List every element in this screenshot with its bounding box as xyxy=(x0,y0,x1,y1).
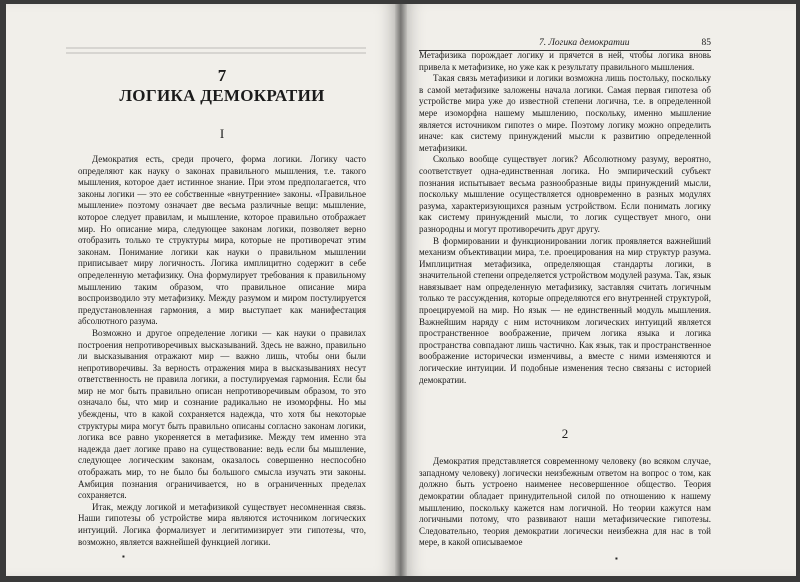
open-book xyxy=(6,0,796,580)
book-gutter xyxy=(395,4,407,576)
paragraph: Демократия представляется современному человеку (во всяком случае, западному человеку) логически неизбежным ответом на вопрос о том, как должно быть устроено наименее несовершенное общество. Теория демократии обладает принудительной силой по отношению к нашему мышлению, поскольку кажется нам логичной. Но теории кажутся нам логичными потому, что развивают наши метафизические гипотезы. Следовательно, теория демократии логически неизбежна для нас в той мере, в какой описываемое xyxy=(419,456,711,548)
chapter-title: ЛОГИКА ДЕМОКРАТИИ xyxy=(119,86,325,105)
ink-mark: ▪ xyxy=(615,554,618,563)
right-page xyxy=(401,4,796,576)
paragraph: Метафизика порождает логику и прячется в ней, чтобы логика вновь привела к метафизике, но уже как к результату правильного мышления. xyxy=(419,50,711,72)
page-number: 85 xyxy=(701,38,711,48)
paragraph: В формировании и функционировании логик проявляется важнейший механизм объективации мира, т.е. проецирования на мир структур разума. Имплицитная метафизика, определяющая стандарты логики, в значительной степени определяется устройством модулей разума. Так, язык навязывает нам определенную метафизику, заставляя считать логичным только те рассуждения, которые определяются его внутренней структурой, проецируемой на мир. Но язык — не единственный модуль мышления. Важнейшим наряду с ним источником логических интуиций является пространственное воображение, причем логика языка и логика пространства совпадают лишь частично. Как язык, так и пространственное воображение исторически изменчивы, а вместе с ними изменяются и логические интуиции. И подобные изменения тесно связаны с историей демократии. xyxy=(419,235,711,385)
running-head-title: 7. Логика демократии xyxy=(539,38,630,48)
left-page xyxy=(6,4,401,576)
paragraph: Возможно и другое определение логики — как науки о правилах построения непротиворечивых высказываний. Здесь не важно, правильно ли высказывания отражают мир — важно лишь, чтобы они были непротиворечивы. За верность отражения мира в высказываниях несут ответственность не правила логики, а постулируемая гармония. Если бы мир не мог быть правильно описан непротиворечивым образом, то это означало бы, что мир и сознание радикально не изоморфны. Но мы убеждены, что в какой сохраняется надежда, что хотя бы некоторые структуры мира могут быть правильно описаны согласно законам логики, логика все равно укореняется в метафизике. Между тем именно эта надежда дает логике право на существование: ведь если бы мышление, следующее логическим законам, оказалось совершенно неспособно отображать мир, то не было бы большого смысла изучать эти законы. Амбиция познания ограничивается, но в ограниченных пределах сохраняется. xyxy=(78,327,366,501)
right-page-content xyxy=(419,50,711,549)
paragraph: Итак, между логикой и метафизикой существует несомненная связь. Наши гипотезы об устройстве мира являются источником логических интуиций. Логика формализует и легитимизирует эти гипотезы, что, возможно, является важнейшей функцией логики. xyxy=(78,501,366,547)
section-number: I xyxy=(219,126,225,141)
chapter-number: 7 xyxy=(217,66,227,85)
section-number: 2 xyxy=(561,426,569,442)
ink-mark: ▪ xyxy=(122,552,125,561)
paragraph: Сколько вообще существует логик? Абсолютному разуму, вероятно, соответствует одна-единственная логика. Но эмпирический субъект познания испытывает весьма разнообразные виды принуждений мысли, поскольку мышление осуществляется одновременно в разных модулях разума, характеризующихся разным устройством. Если понимать логику как систему принуждений мысли, то логик существует много, они разнородны и могут противоречить друг другу. xyxy=(419,154,711,234)
paragraph: Такая связь метафизики и логики возможна лишь постольку, поскольку в самой метафизике заложены начала логики. Самая первая гипотеза об устройстве мира уже до известной степени логична, т.е. в определенной мере изоморфна нашему мышлению, поскольку, именно мышление является источником гипотез о мире. Поэтому логику можно определить иначе: как систему принуждений мысли к развитию определенной метафизики. xyxy=(419,73,711,153)
left-page-content xyxy=(78,66,366,548)
bleed-through-text xyxy=(66,44,366,52)
paragraph: Демократия есть, среди прочего, форма логики. Логику часто определяют как науку о законах правильного мышления, т.е. такого мышления, которое дает истинное знание. При этом предполагается, что законы логики — это ее собственные «внутренние» законы. «Правильное мышление» поэтому означает две весьма различные вещи: мышление, которое следует правилам, и мышление, которое правильно отображает мир. Но описание мира, следующее законам логики, позволяет верно отобразить только те структуры мира, которые не противоречат этим законам. Понимание логики как науки о правильном мышлении приписывает миру логичность. Логика имплицитно содержит в себе определенную метафизику. Она формулирует требования к правильному мышлению таким образом, что правильное описание мира воспроизводило эту метафизику. Между разумом и миром постулируется предустановленная гармония, а мир выступает как манифестация абсолютного разума. xyxy=(78,154,366,327)
